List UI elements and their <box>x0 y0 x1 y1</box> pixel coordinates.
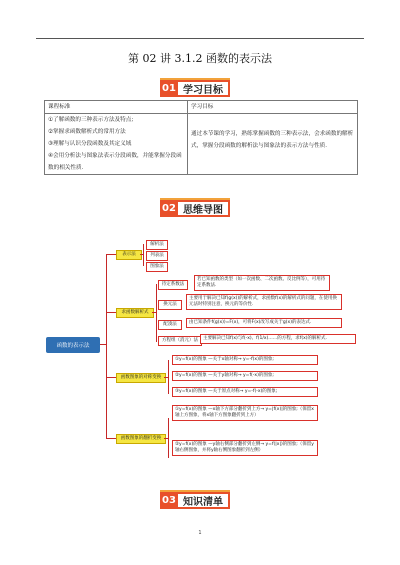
leaf-graph: 图象法 <box>146 262 168 272</box>
section-number: 01 <box>160 80 178 97</box>
standard-item: ③理解与认识分段函数及其定义域 <box>48 141 132 147</box>
standards-cell <box>45 114 188 175</box>
branch-representation: 表示法 <box>116 250 142 260</box>
symmetry-x-axis: ①y=f(x)的图象 —关于x轴对称→ y=-f(x)的图象; <box>172 355 318 365</box>
method-matching-text: 由已知条件f(g(x))=F(x)，可将F(x)改写成关于g(x)的表达式. <box>186 318 342 328</box>
connector <box>156 284 157 342</box>
connector <box>106 312 116 313</box>
section-number: 02 <box>160 200 178 217</box>
method-matching: 配凑法 <box>158 320 182 330</box>
section-label: 思维导图 <box>178 200 230 217</box>
section-label: 知识清单 <box>178 492 230 509</box>
branch-flip-transform: 函数图象的翻折变换 <box>116 434 166 444</box>
header-rule <box>36 38 364 39</box>
section-badge-mindmap <box>160 200 230 217</box>
standard-item: ④会用分析法与图象法表示分段函数，并能掌握分段函数的相关性质. <box>48 153 182 171</box>
method-substitution-text: 主要用于解决已知f(g(x))的解析式，求函数f(x)的解析式的问题，在使用换元法时特别注意，换元的等价性. <box>186 294 342 310</box>
symmetry-origin: ③y=f(x)的图象 —关于原点对称→ y=-f(-x)的图象; <box>172 387 318 397</box>
method-undetermined-coefficients-text: 若已知函数的类型（如一次函数、二次函数、反比例等），可用待定系数法. <box>194 275 330 291</box>
method-equation-system: 方程组（消元）法 <box>158 336 202 346</box>
connector <box>106 438 116 439</box>
mindmap-root: 函数的表示法 <box>46 337 100 353</box>
connector <box>168 360 169 394</box>
page-title: 第 02 讲 3.1.2 函数的表示法 <box>128 52 272 65</box>
page-number: 1 <box>198 530 202 536</box>
branch-find-expression: 求函数解析式 <box>116 308 154 318</box>
connector <box>106 254 116 255</box>
section-badge-objectives <box>160 80 230 97</box>
connector <box>143 244 144 266</box>
section-badge-knowledge <box>160 492 230 509</box>
goals-cell: 通过本节课的学习，熟练掌握函数的三种表示法，会求函数的解析式，掌握分段函数的解析法与图象法的表示方法与性质. <box>188 114 358 175</box>
leaf-table: 列表法 <box>146 251 168 261</box>
flip-abs-f: ①y=f(x)的图象 —x轴下方部分翻折到上方→ y=|f(x)|的图象;（保留x轴上方图象，将x轴下方图象翻折到上方） <box>172 405 318 421</box>
connector <box>106 377 116 378</box>
method-substitution: 换元法 <box>158 300 182 310</box>
table-header-standard: 课程标准 <box>45 101 188 114</box>
section-label: 学习目标 <box>178 80 230 97</box>
standard-item: ①了解函数的三种表示方法及特点; <box>48 117 134 123</box>
connector <box>106 254 107 439</box>
table-header-goal: 学习目标 <box>188 101 358 114</box>
flip-f-abs-x: ②y=f(x)的图象 —y轴右侧部分翻折到左侧→ y=f(|x|)的图象;（保留y轴右侧图象，并将y轴右侧图象翻折到左侧） <box>172 440 318 456</box>
leaf-analytic: 解析法 <box>146 240 168 250</box>
connector <box>168 418 169 458</box>
symmetry-y-axis: ②y=f(x)的图象 —关于y轴对称→ y=f(-x)的图象; <box>172 371 318 381</box>
method-undetermined-coefficients: 待定系数法 <box>158 280 188 290</box>
standard-item: ②掌握求函数解析式的常用方法 <box>48 129 126 135</box>
branch-symmetry-transform: 函数图象的对称变换 <box>116 373 166 383</box>
objectives-table <box>44 100 358 175</box>
section-number: 03 <box>160 492 178 509</box>
method-equation-system-text: 主要解决已知f(x)与f(-x)、f(1/x)……的方程，求f(x)的解析式. <box>200 334 356 344</box>
